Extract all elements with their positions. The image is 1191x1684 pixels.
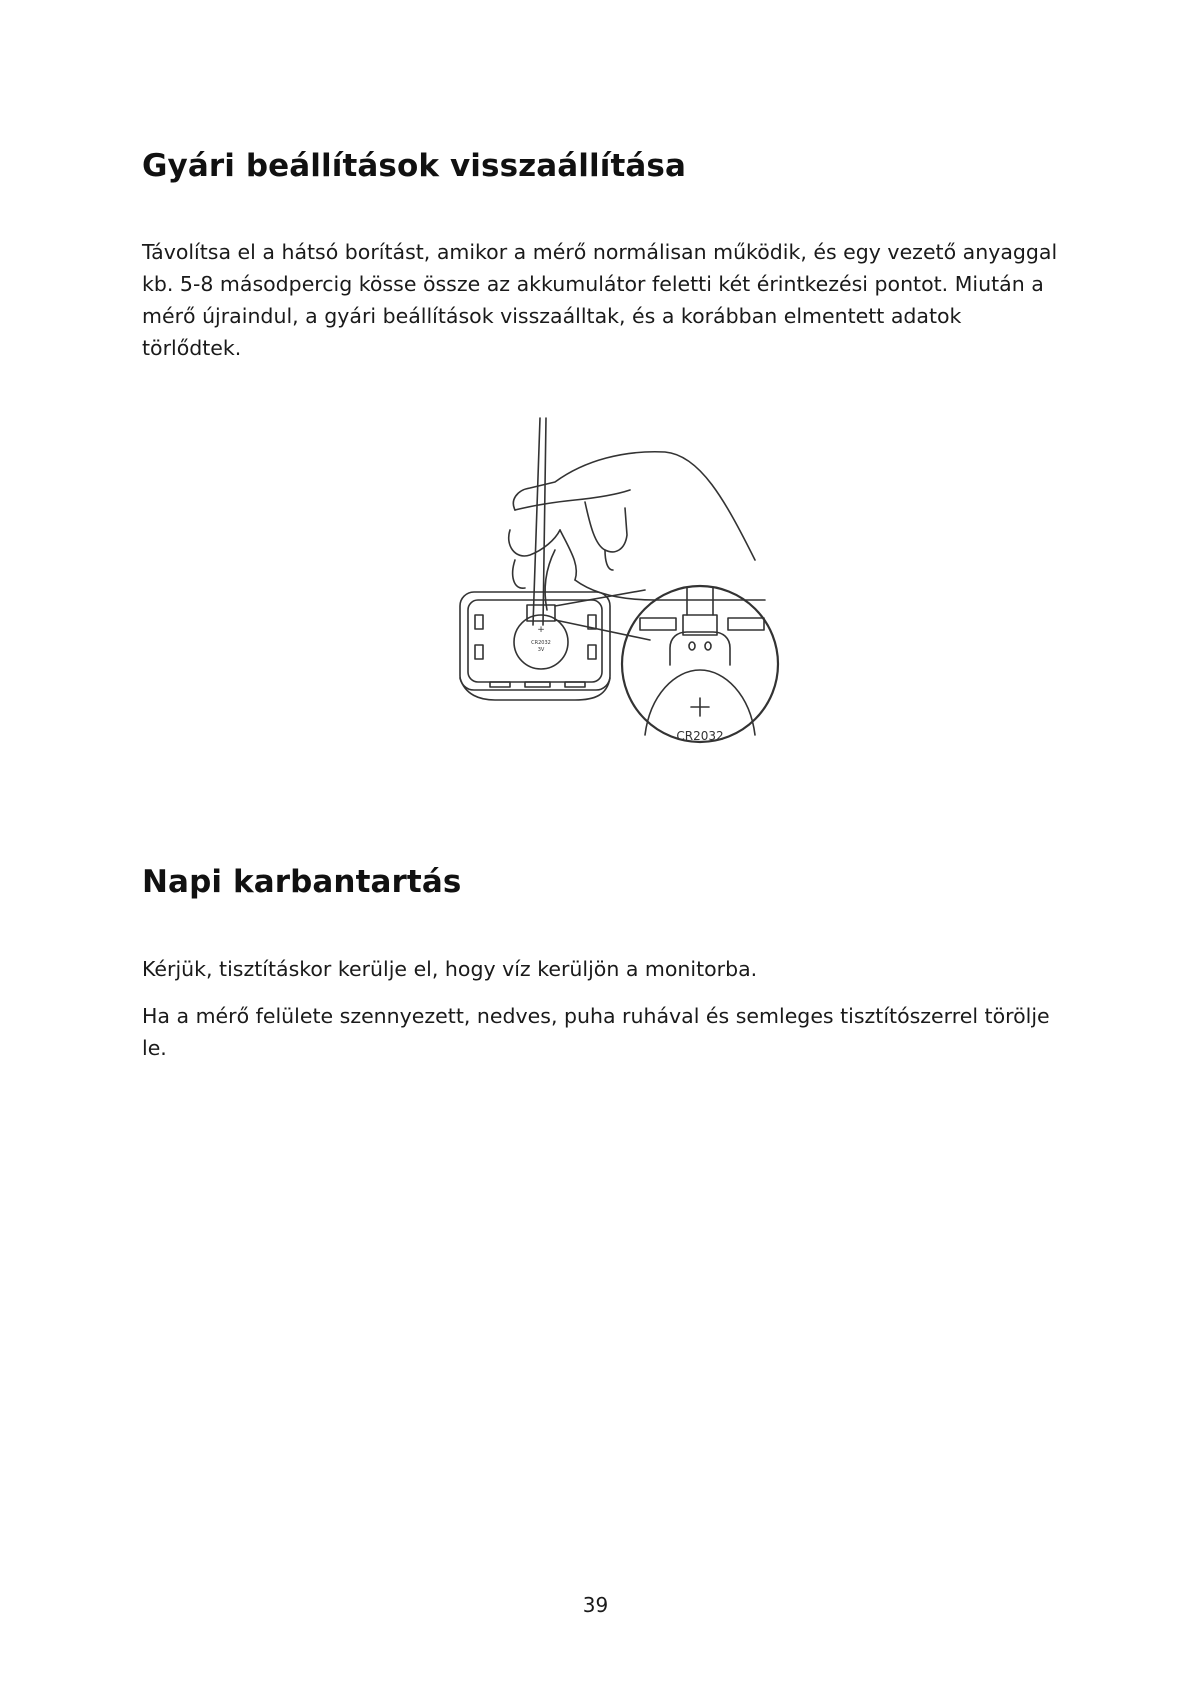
factory-reset-paragraph: Távolítsa el a hátsó borítást, amikor a mérő normálisan működik, és egy vezető anyaggal kb. 5-8 másodpercig kösse össze az akkumulátor feletti két érintkezési pontot. Miután a mérő újraindul, a gyári beállítások visszaálltak, és a korábban elmentett adatok törlődtek.: [142, 240, 1058, 360]
small-battery-plus: +: [537, 625, 545, 635]
battery-reset-illustration: [455, 410, 800, 780]
section-heading-daily-maintenance: Napi karbantartás: [142, 864, 462, 900]
small-battery-label: CR2032: [531, 640, 551, 646]
section-heading-factory-reset: Gyári beállítások visszaállítása: [142, 148, 686, 184]
small-battery-voltage: 3V: [537, 647, 545, 653]
battery-label: CR2032: [676, 729, 724, 743]
page-number: 39: [582, 1593, 609, 1617]
maintenance-paragraph-2: Ha a mérő felülete szennyezett, nedves, puha ruhával és semleges tisztítószerrel törölje le.: [142, 1004, 1050, 1060]
maintenance-paragraph-1: Kérjük, tisztításkor kerülje el, hogy víz kerüljön a monitorba.: [142, 957, 758, 981]
